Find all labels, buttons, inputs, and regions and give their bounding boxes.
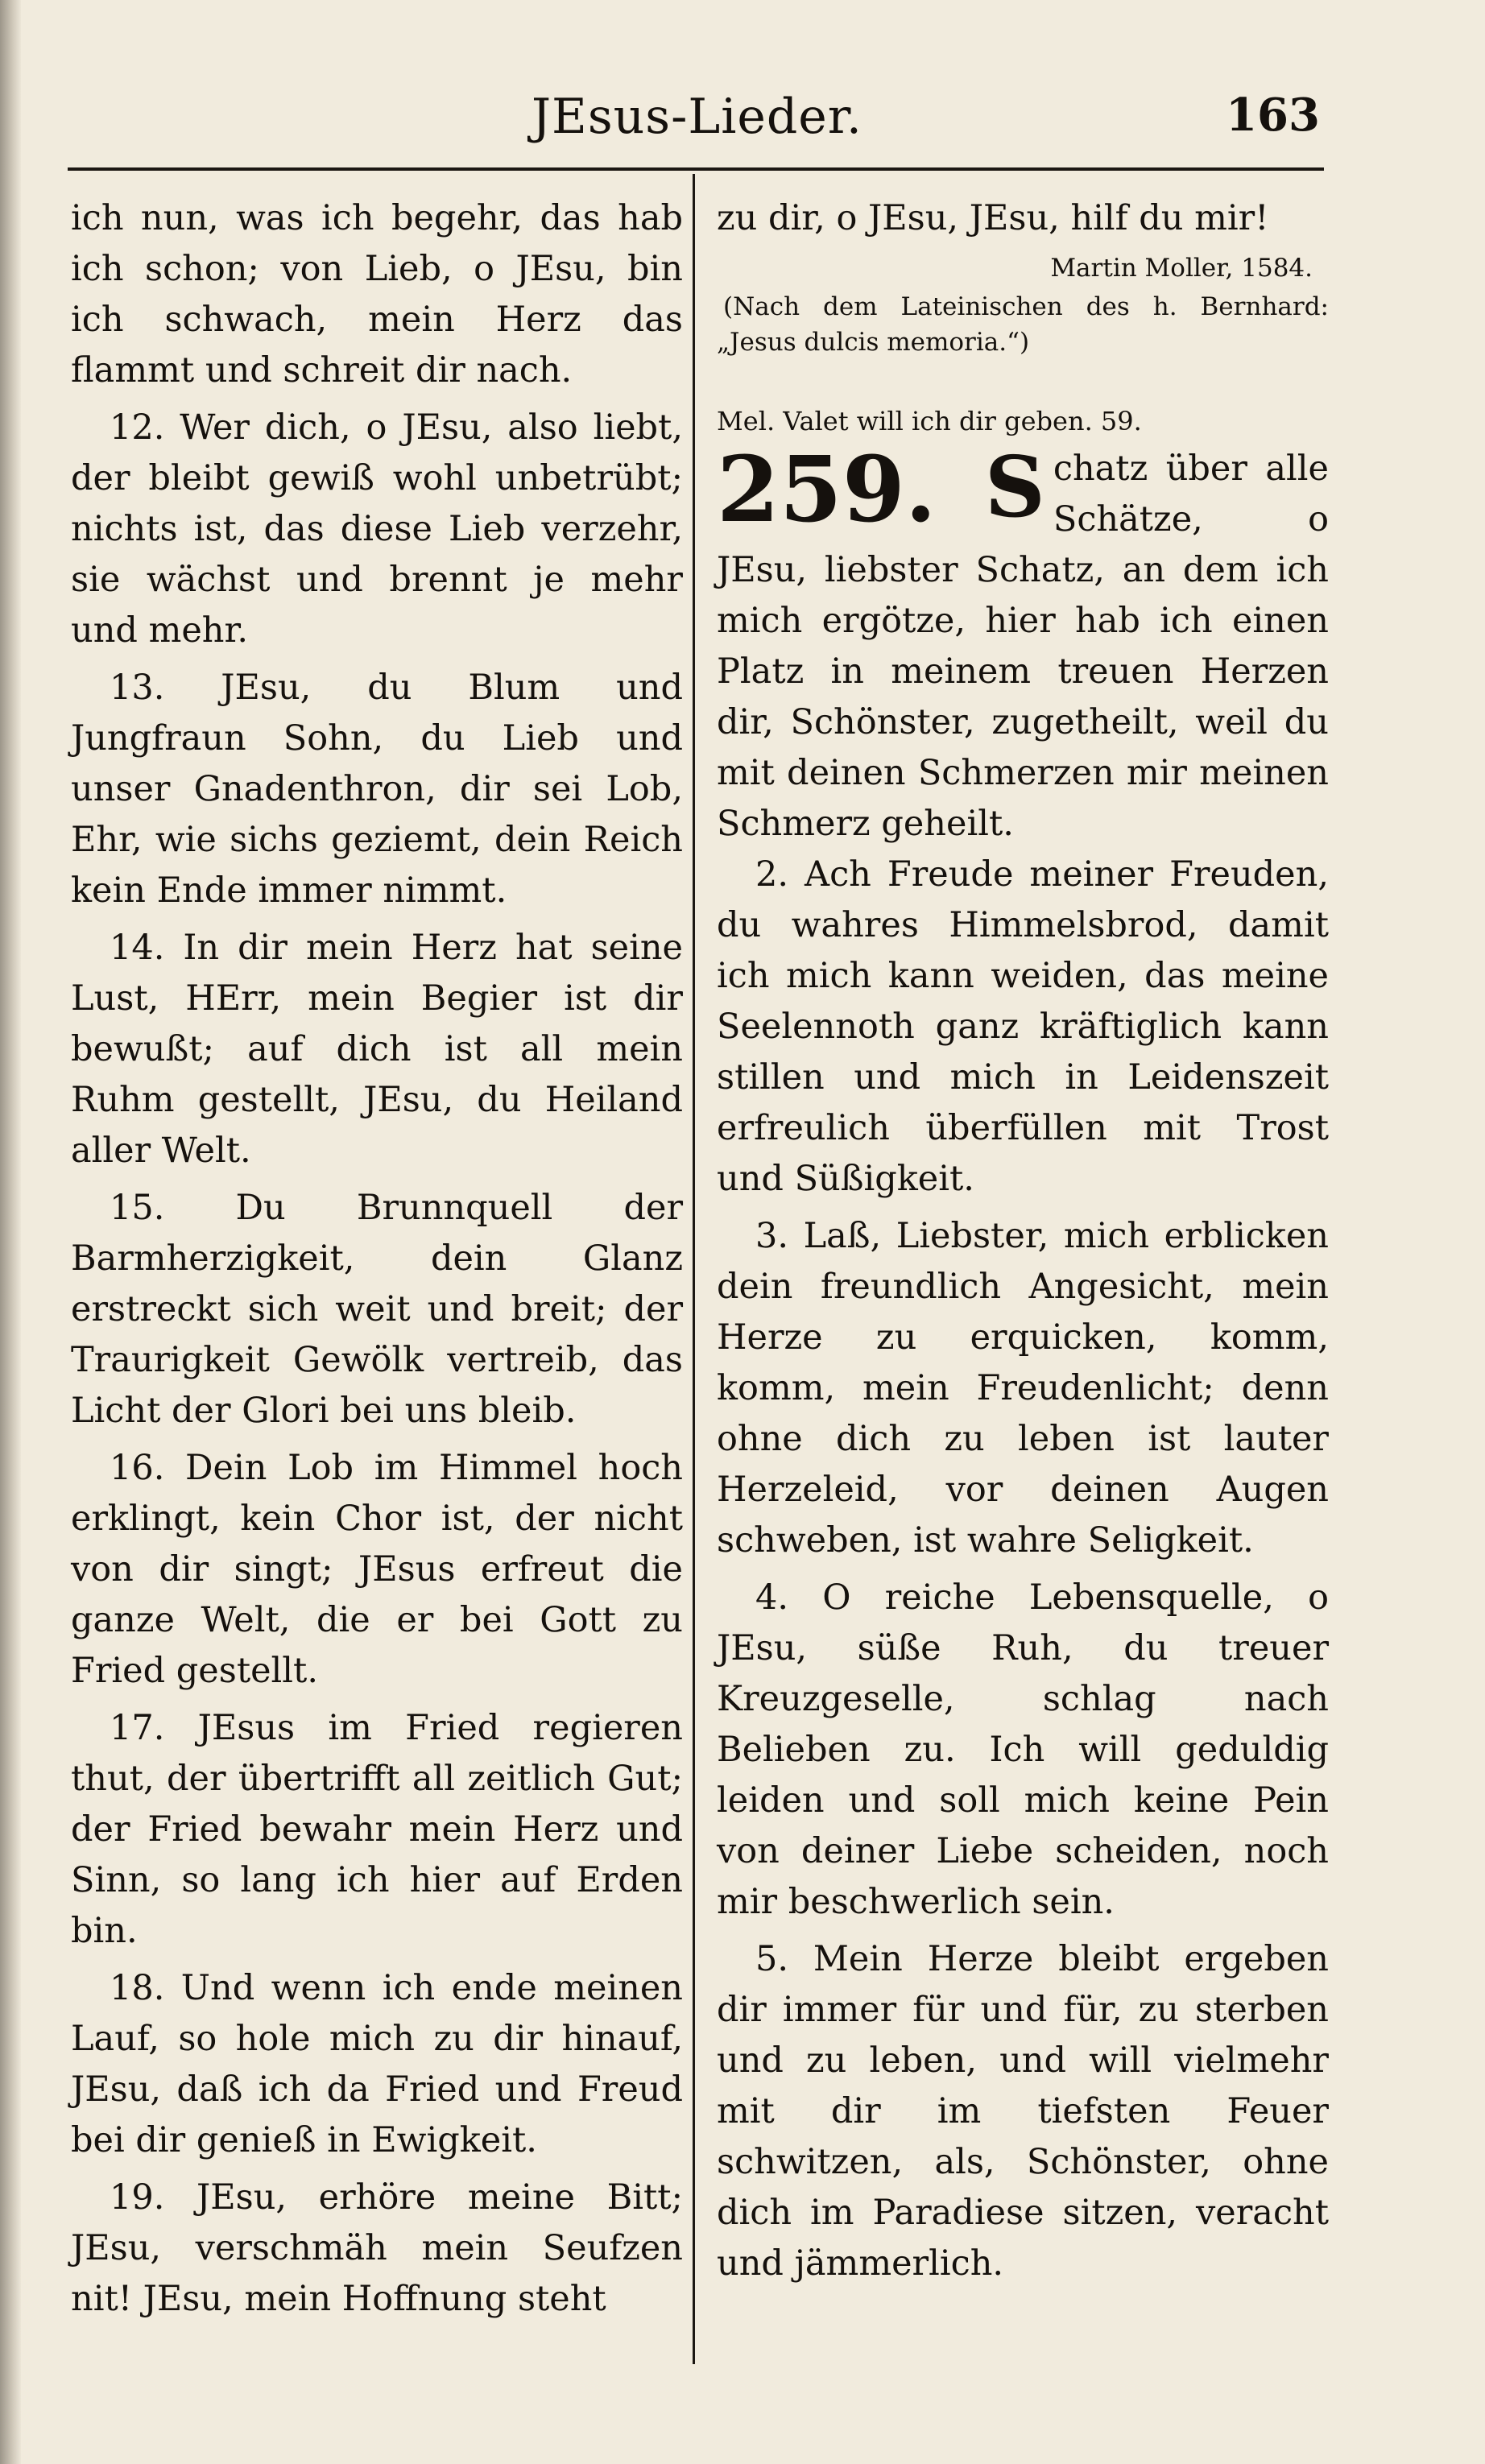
verse-12: 12. Wer dich, o JEsu, also liebt, der bleibt gewiß wohl unbetrübt; nichts ist, das diese Lieb verzehr, sie wächst und brennt je mehr und mehr.	[71, 407, 683, 651]
left-column	[71, 193, 683, 2331]
page-number: 163	[1226, 89, 1320, 142]
running-head: JEsus-Lieder.	[532, 89, 862, 145]
verse-continuation: ich nun, was ich begehr, das hab ich schon; von Lieb, o JEsu, bin ich schwach, mein Herz das flammt und schreit dir nach.	[71, 198, 683, 391]
verse-17: 17. JEsus im Fried regieren thut, der übertrifft all zeitlich Gut; der Fried bewahr mein Herz und Sinn, so lang ich hier auf Erden bin.	[71, 1708, 683, 1951]
verse-14: 14. In dir mein Herz hat seine Lust, HErr, mein Begier ist dir bewußt; auf dich ist all mein Ruhm gestellt, JEsu, du Heiland aller Welt.	[71, 928, 683, 1171]
column-divider	[693, 174, 695, 2364]
right-column	[717, 193, 1329, 2296]
verse-16: 16. Dein Lob im Himmel hoch erklingt, kein Chor ist, der nicht von dir singt; JEsus erfreut die ganze Welt, die er bei Gott zu Fried gestellt.	[71, 1448, 683, 1691]
hymn-source-note: (Nach dem Lateinischen des h. Bernhard: „Jesus dulcis memoria.“)	[717, 292, 1329, 357]
verse-15: 15. Du Brunnquell der Barmherzigkeit, dein Glanz erstreckt sich weit und breit; der Traurigkeit Gewölk vertreib, das Licht der Glori bei uns bleib.	[71, 1188, 683, 1431]
melody-line: Mel. Valet will ich dir geben. 59.	[717, 406, 1142, 436]
verse-13: 13. JEsu, du Blum und Jungfraun Sohn, du Lieb und unser Gnadenthron, dir sei Lob, Ehr, wie sichs geziemt, dein Reich kein Ende immer nimmt.	[71, 668, 683, 911]
page-gutter-shadow	[0, 0, 21, 2464]
hymn-259-verse-1	[717, 437, 1329, 850]
drop-initial: S	[984, 437, 1045, 536]
verse-19-continuation: zu dir, o JEsu, JEsu, hilf du mir!	[717, 198, 1269, 238]
hymn-number: 259.	[717, 437, 937, 543]
verse-2: 2. Ach Freude meiner Freuden, du wahres Himmelsbrod, damit ich mich kann weiden, das meine Seelennoth ganz kräftiglich kann stillen und mich in Leidenszeit erfreulich überfüllen mit Trost und Süßigkeit.	[717, 854, 1329, 1199]
verse-3: 3. Laß, Liebster, mich erblicken dein freundlich Angesicht, mein Herze zu erquicken, komm, komm, mein Freudenlicht; denn ohne dich zu leben ist lauter Herzeleid, vor deinen Augen schweben, ist wahre Seligkeit.	[717, 1216, 1329, 1561]
verse-4: 4. O reiche Lebensquelle, o JEsu, süße Ruh, du treuer Kreuzgeselle, schlag nach Belieben zu. Ich will geduldig leiden und soll mich keine Pein von deiner Liebe scheiden, noch mir beschwerlich sein.	[717, 1577, 1329, 1922]
verse-5: 5. Mein Herze bleibt ergeben dir immer für und für, zu sterben und zu leben, und will vielmehr mit dir im tiefsten Feuer schwitzen, als, Schönster, ohne dich im Paradiese sitzen, veracht und jämmerlich.	[717, 1939, 1329, 2284]
hymn-author: Martin Moller, 1584.	[1050, 254, 1313, 283]
verse-18: 18. Und wenn ich ende meinen Lauf, so hole mich zu dir hinauf, JEsu, daß ich da Fried und Freud bei dir genieß in Ewigkeit.	[71, 1968, 683, 2160]
verse-1-text: chatz über alle Schätze, o JEsu, liebster Schatz, an dem ich mich ergötze, hier hab ich einen Platz in meinem treuen Herzen dir, Schönster, zugetheilt, weil du mit deinen Schmerzen mir meinen Schmerz geheilt.	[717, 449, 1329, 844]
header-rule	[68, 167, 1324, 171]
verse-19: 19. JEsu, erhöre meine Bitt; JEsu, verschmäh mein Seufzen nit! JEsu, mein Hoffnung steht	[71, 2177, 683, 2319]
